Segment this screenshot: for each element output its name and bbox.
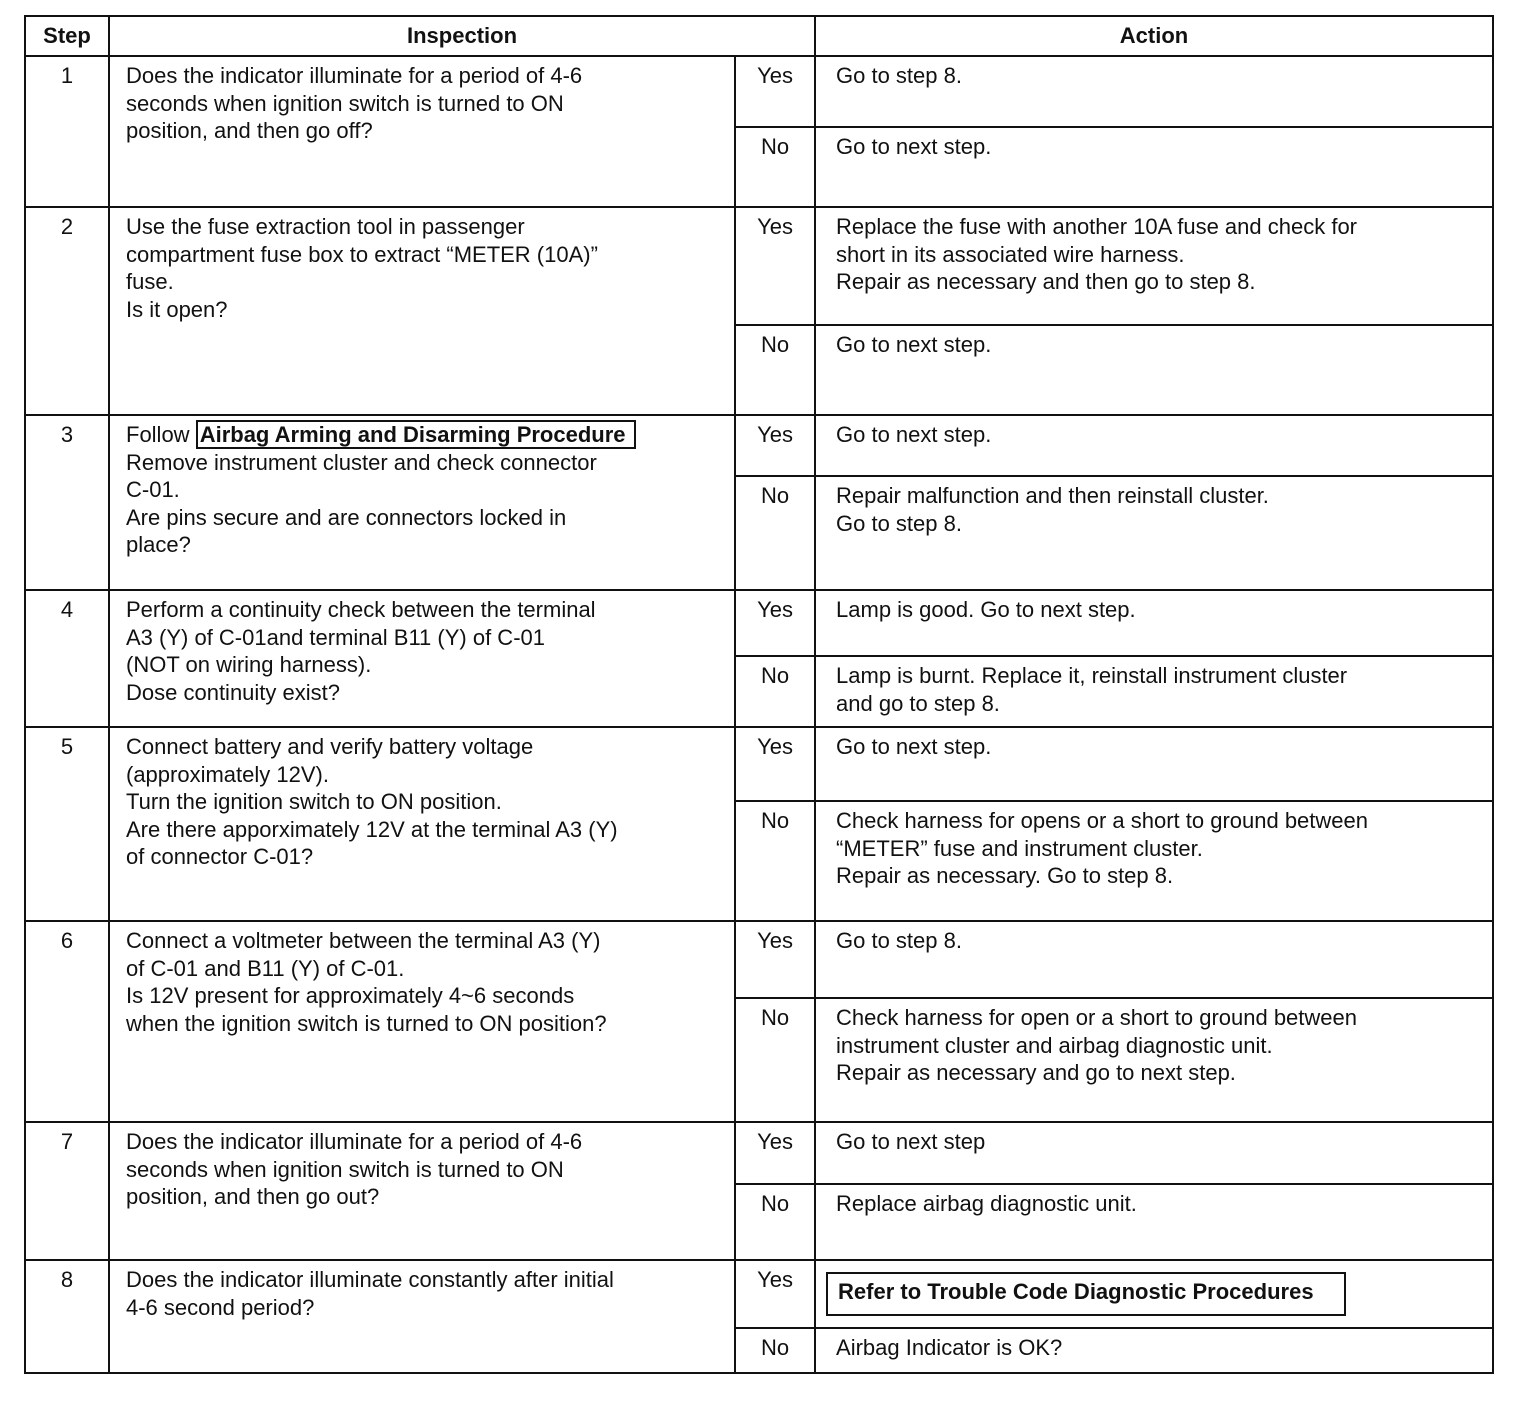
action-line: Airbag Indicator is OK? xyxy=(836,1335,1063,1360)
step-6-yes-row xyxy=(25,921,1493,998)
inspection-line: 4-6 second period? xyxy=(126,1294,315,1320)
header-action: Action xyxy=(815,16,1493,56)
inspection-line: position, and then go out? xyxy=(126,1184,380,1209)
no-label: No xyxy=(735,325,815,415)
action-line: Go to step 8. xyxy=(836,928,962,953)
inspection-line: Are pins secure and are connectors locked in xyxy=(126,504,567,530)
header-step: Step xyxy=(25,16,109,56)
inspection-line: of connector C-01? xyxy=(126,844,314,869)
inspection-line: compartment fuse box to extract “METER (10A)” xyxy=(126,241,598,267)
inspection-line: C-01. xyxy=(126,477,180,502)
action-line: Go to next step. xyxy=(836,734,992,759)
inspection-line: place? xyxy=(126,532,191,557)
inspection-line: (NOT on wiring harness). xyxy=(126,652,372,677)
step-8-inspection xyxy=(109,1260,735,1373)
inspection-line: seconds when ignition switch is turned to ON xyxy=(126,90,564,116)
step-3-yes-row xyxy=(25,415,1493,476)
step-8-no-action xyxy=(815,1328,1493,1373)
no-label: No xyxy=(735,998,815,1122)
step-1-yes-action xyxy=(815,56,1493,127)
inspection-line: of C-01 and B11 (Y) of C-01. xyxy=(126,955,405,981)
inspection-line: Perform a continuity check between the terminal xyxy=(126,597,596,622)
step-3-yes-action xyxy=(815,415,1493,476)
step-2-yes-row xyxy=(25,207,1493,325)
step-number: 3 xyxy=(25,415,109,590)
step-2-yes-action xyxy=(815,207,1493,325)
yes-label: Yes xyxy=(735,207,815,325)
inspection-prefix: Follow xyxy=(126,422,196,447)
action-line: Go to step 8. xyxy=(836,510,962,536)
no-label: No xyxy=(735,656,815,727)
action-line: Go to step 8. xyxy=(836,63,962,88)
inspection-line: Does the indicator illuminate for a period of 4-6 xyxy=(126,1129,583,1154)
action-line: Check harness for opens or a short to ground between xyxy=(836,808,1369,833)
inspection-line: Connect battery and verify battery voltage xyxy=(126,734,534,759)
step-4-inspection xyxy=(109,590,735,727)
diagnostic-table xyxy=(24,15,1494,1374)
inspection-line: Is it open? xyxy=(126,296,228,322)
step-number: 5 xyxy=(25,727,109,921)
action-line: Go to next step. xyxy=(836,134,992,159)
step-7-no-action xyxy=(815,1184,1493,1260)
action-line: short in its associated wire harness. xyxy=(836,241,1185,267)
action-line: Repair malfunction and then reinstall cluster. xyxy=(836,483,1269,508)
yes-label: Yes xyxy=(735,415,815,476)
action-line: instrument cluster and airbag diagnostic unit. xyxy=(836,1032,1273,1058)
step-5-no-action xyxy=(815,801,1493,921)
inspection-line: Connect a voltmeter between the terminal A3 (Y) xyxy=(126,928,601,953)
step-6-no-action xyxy=(815,998,1493,1122)
step-3-inspection xyxy=(109,415,735,590)
trouble-code-procedures-link[interactable]: Refer to Trouble Code Diagnostic Procedures xyxy=(826,1272,1346,1316)
inspection-line xyxy=(126,421,724,449)
action-line: Lamp is burnt. Replace it, reinstall instrument cluster xyxy=(836,663,1348,688)
step-8-yes-row xyxy=(25,1260,1493,1328)
no-label: No xyxy=(735,127,815,207)
step-1-yes-row xyxy=(25,56,1493,127)
action-line: Replace airbag diagnostic unit. xyxy=(836,1191,1137,1216)
inspection-line: Does the indicator illuminate for a period of 4-6 xyxy=(126,63,583,88)
header-inspection: Inspection xyxy=(109,16,815,56)
inspection-line: Use the fuse extraction tool in passenger xyxy=(126,214,525,239)
inspection-line: when the ignition switch is turned to ON position? xyxy=(126,1010,607,1036)
airbag-procedure-link[interactable]: Airbag Arming and Disarming Procedure xyxy=(196,420,636,449)
inspection-line: (approximately 12V). xyxy=(126,761,329,787)
action-line: Repair as necessary. Go to step 8. xyxy=(836,863,1174,888)
step-3-no-action xyxy=(815,476,1493,590)
action-line: Go to next step xyxy=(836,1129,986,1154)
step-number: 6 xyxy=(25,921,109,1122)
inspection-line: fuse. xyxy=(126,269,174,294)
inspection-line: A3 (Y) of C-01and terminal B11 (Y) of C-01 xyxy=(126,624,545,650)
action-line: Go to next step. xyxy=(836,332,992,357)
step-7-inspection xyxy=(109,1122,735,1260)
yes-label: Yes xyxy=(735,727,815,801)
inspection-line: Dose continuity exist? xyxy=(126,679,340,705)
step-5-inspection xyxy=(109,727,735,921)
inspection-line: seconds when ignition switch is turned to ON xyxy=(126,1156,564,1182)
step-number: 8 xyxy=(25,1260,109,1373)
yes-label: Yes xyxy=(735,921,815,998)
action-line: Repair as necessary and go to next step. xyxy=(836,1060,1236,1085)
step-6-yes-action xyxy=(815,921,1493,998)
inspection-line: position, and then go off? xyxy=(126,118,373,143)
inspection-line: Remove instrument cluster and check connector xyxy=(126,449,597,475)
action-line: Replace the fuse with another 10A fuse and check for xyxy=(836,214,1358,239)
action-line: Go to next step. xyxy=(836,422,992,447)
step-1-inspection xyxy=(109,56,735,207)
inspection-line: Does the indicator illuminate constantly after initial xyxy=(126,1267,614,1292)
action-line: Check harness for open or a short to ground between xyxy=(836,1005,1358,1030)
action-line: and go to step 8. xyxy=(836,690,1000,716)
yes-label: Yes xyxy=(735,590,815,656)
step-5-yes-action xyxy=(815,727,1493,801)
action-line: “METER” fuse and instrument cluster. xyxy=(836,835,1203,861)
yes-label: Yes xyxy=(735,1260,815,1328)
no-label: No xyxy=(735,801,815,921)
step-number: 7 xyxy=(25,1122,109,1260)
step-5-yes-row xyxy=(25,727,1493,801)
no-label: No xyxy=(735,476,815,590)
step-number: 1 xyxy=(25,56,109,207)
header-row xyxy=(25,16,1493,56)
step-4-yes-row xyxy=(25,590,1493,656)
action-line: Repair as necessary and then go to step 8. xyxy=(836,269,1256,294)
step-number: 4 xyxy=(25,590,109,727)
step-2-no-action xyxy=(815,325,1493,415)
inspection-line: Turn the ignition switch to ON position. xyxy=(126,789,502,814)
step-4-no-action xyxy=(815,656,1493,727)
step-8-yes-action xyxy=(815,1260,1493,1328)
step-number: 2 xyxy=(25,207,109,415)
no-label: No xyxy=(735,1328,815,1373)
step-1-no-action xyxy=(815,127,1493,207)
yes-label: Yes xyxy=(735,56,815,127)
inspection-line: Are there apporximately 12V at the terminal A3 (Y) xyxy=(126,816,618,842)
step-7-yes-row xyxy=(25,1122,1493,1184)
action-line: Lamp is good. Go to next step. xyxy=(836,597,1136,622)
inspection-line: Is 12V present for approximately 4~6 seconds xyxy=(126,983,575,1008)
step-4-yes-action xyxy=(815,590,1493,656)
step-6-inspection xyxy=(109,921,735,1122)
step-2-inspection xyxy=(109,207,735,415)
step-7-yes-action xyxy=(815,1122,1493,1184)
yes-label: Yes xyxy=(735,1122,815,1184)
no-label: No xyxy=(735,1184,815,1260)
